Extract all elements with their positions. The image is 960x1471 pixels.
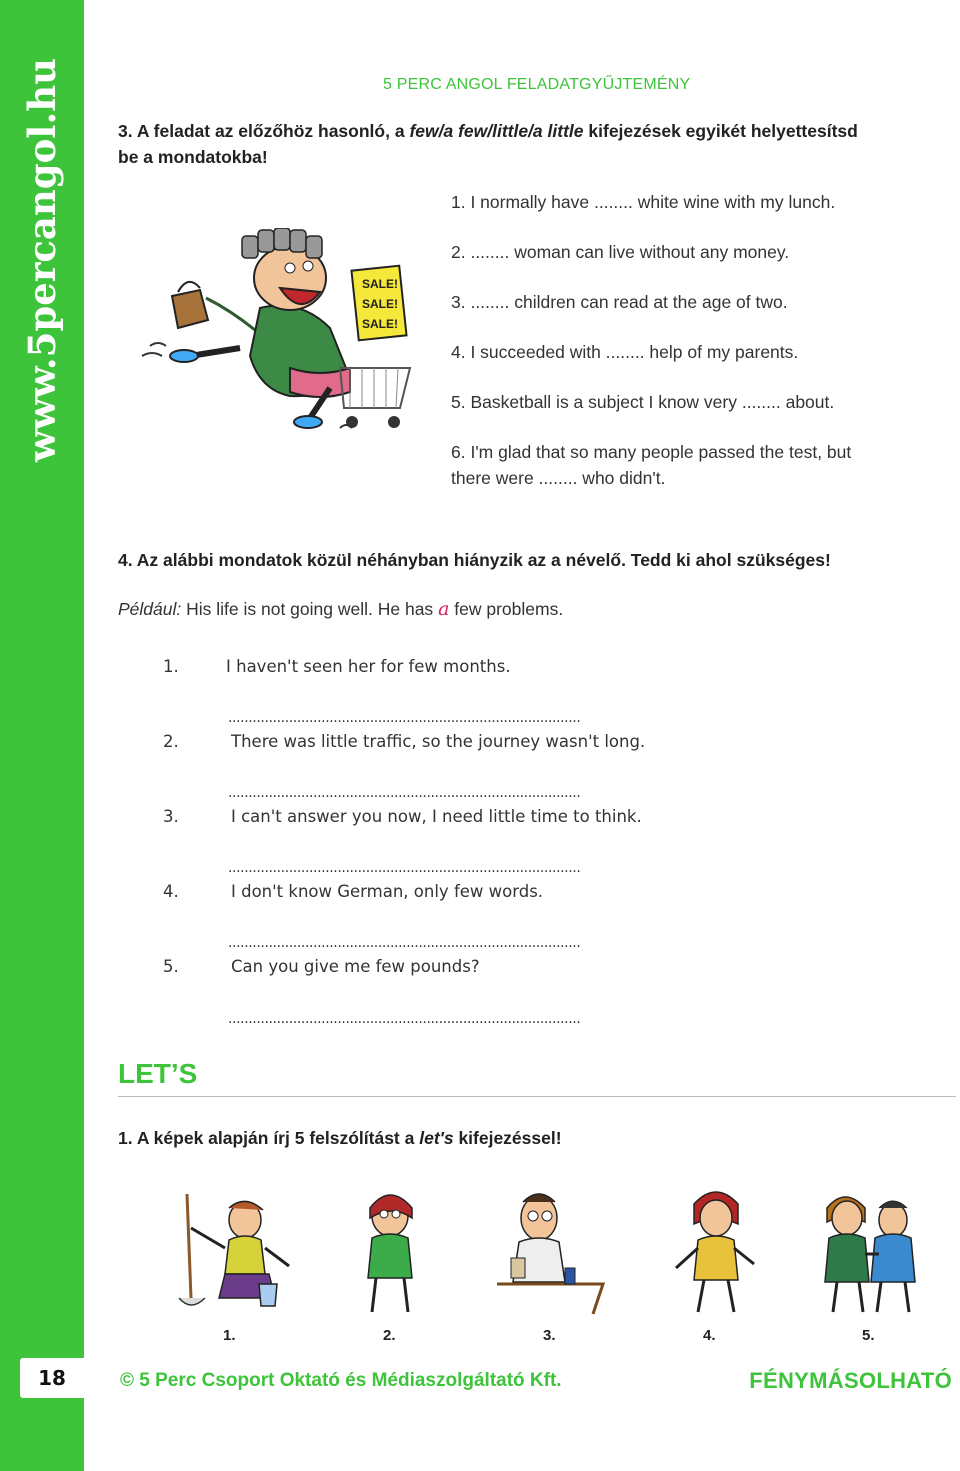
- shopper-illustration: [140, 228, 430, 440]
- task4-item-5-text: Can you give me few pounds?: [231, 957, 480, 976]
- picture-label-1: 1.: [223, 1327, 236, 1344]
- task4-item-2-num: 2.: [163, 732, 179, 751]
- picture-1-mopping: [165, 1188, 300, 1318]
- task4-answer-line-1: .......................................................................................: [228, 710, 581, 726]
- task3-item-6: 6. I'm glad that so many people passed the test, but: [451, 442, 852, 462]
- task4-item-3-num: 3.: [163, 807, 179, 826]
- task3-item-3: 3. ........ children can read at the age of two.: [451, 292, 788, 312]
- picture-label-5: 5.: [862, 1327, 875, 1344]
- task4-item-5-num: 5.: [163, 957, 179, 976]
- task4-answer-line-4: .......................................................................................: [228, 935, 581, 951]
- task4-example: Például: His life is not going well. He has a few problems.: [118, 598, 564, 620]
- sidebar: [0, 0, 84, 1471]
- section-heading-lets: LET’S: [118, 1058, 198, 1089]
- footer-copyright: © 5 Perc Csoport Oktató és Médiaszolgáltató Kft.: [120, 1370, 562, 1391]
- task3-item-5: 5. Basketball is a subject I know very ........ about.: [451, 392, 835, 412]
- picture-3-man-tired: [495, 1188, 605, 1318]
- sale-sign-line-2: SALE!: [362, 297, 398, 311]
- lets-task-title: 1. A képek alapján írj 5 felszólítást a let's kifejezéssel!: [118, 1128, 562, 1148]
- task4-item-4-text: I don't know German, only few words.: [231, 882, 544, 901]
- page-number: 18: [20, 1358, 84, 1398]
- task3-title: 3. A feladat az előzőhöz hasonló, a few/a few/little/a little kifejezések egyikét helyettesítsd be a mondatokba!: [118, 121, 858, 167]
- task4-item-2-text: There was little traffic, so the journey wasn't long.: [231, 732, 646, 751]
- sale-sign-line-1: SALE!: [362, 277, 398, 291]
- task4-answer-line-5: .......................................................................................: [228, 1011, 581, 1027]
- task4-item-3-text: I can't answer you now, I need little time to think.: [231, 807, 642, 826]
- sale-sign-line-3: SALE!: [362, 317, 398, 331]
- task3-item-1: 1. I normally have ........ white wine with my lunch.: [451, 192, 836, 212]
- picture-2-girl: [350, 1188, 430, 1318]
- task3-item-6-cont: there were ........ who didn't.: [451, 468, 666, 488]
- task4-item-1-num: 1.: [163, 657, 179, 676]
- task4-answer-line-3: .......................................................................................: [228, 860, 581, 876]
- series-title: 5 PERC ANGOL FELADATGYŰJTEMÉNY: [383, 76, 691, 93]
- task3-item-4: 4. I succeeded with ........ help of my parents.: [451, 342, 799, 362]
- picture-label-4: 4.: [703, 1327, 716, 1344]
- picture-5-couple: [815, 1188, 925, 1318]
- task4-item-4-num: 4.: [163, 882, 179, 901]
- footer-note: FÉNYMÁSOLHATÓ: [749, 1368, 952, 1393]
- task3-item-2: 2. ........ woman can live without any money.: [451, 242, 790, 262]
- picture-4-woman: [670, 1188, 760, 1318]
- task4-title: 4. Az alábbi mondatok közül néhányban hiányzik az a névelő. Tedd ki ahol szükséges!: [118, 550, 831, 570]
- task4-answer-line-2: .......................................................................................: [228, 785, 581, 801]
- picture-label-3: 3.: [543, 1327, 556, 1344]
- site-url: www.5percangol.hu: [20, 57, 64, 463]
- section-divider: [118, 1096, 956, 1097]
- picture-label-2: 2.: [383, 1327, 396, 1344]
- task4-item-1-text: I haven't seen her for few months.: [226, 657, 511, 676]
